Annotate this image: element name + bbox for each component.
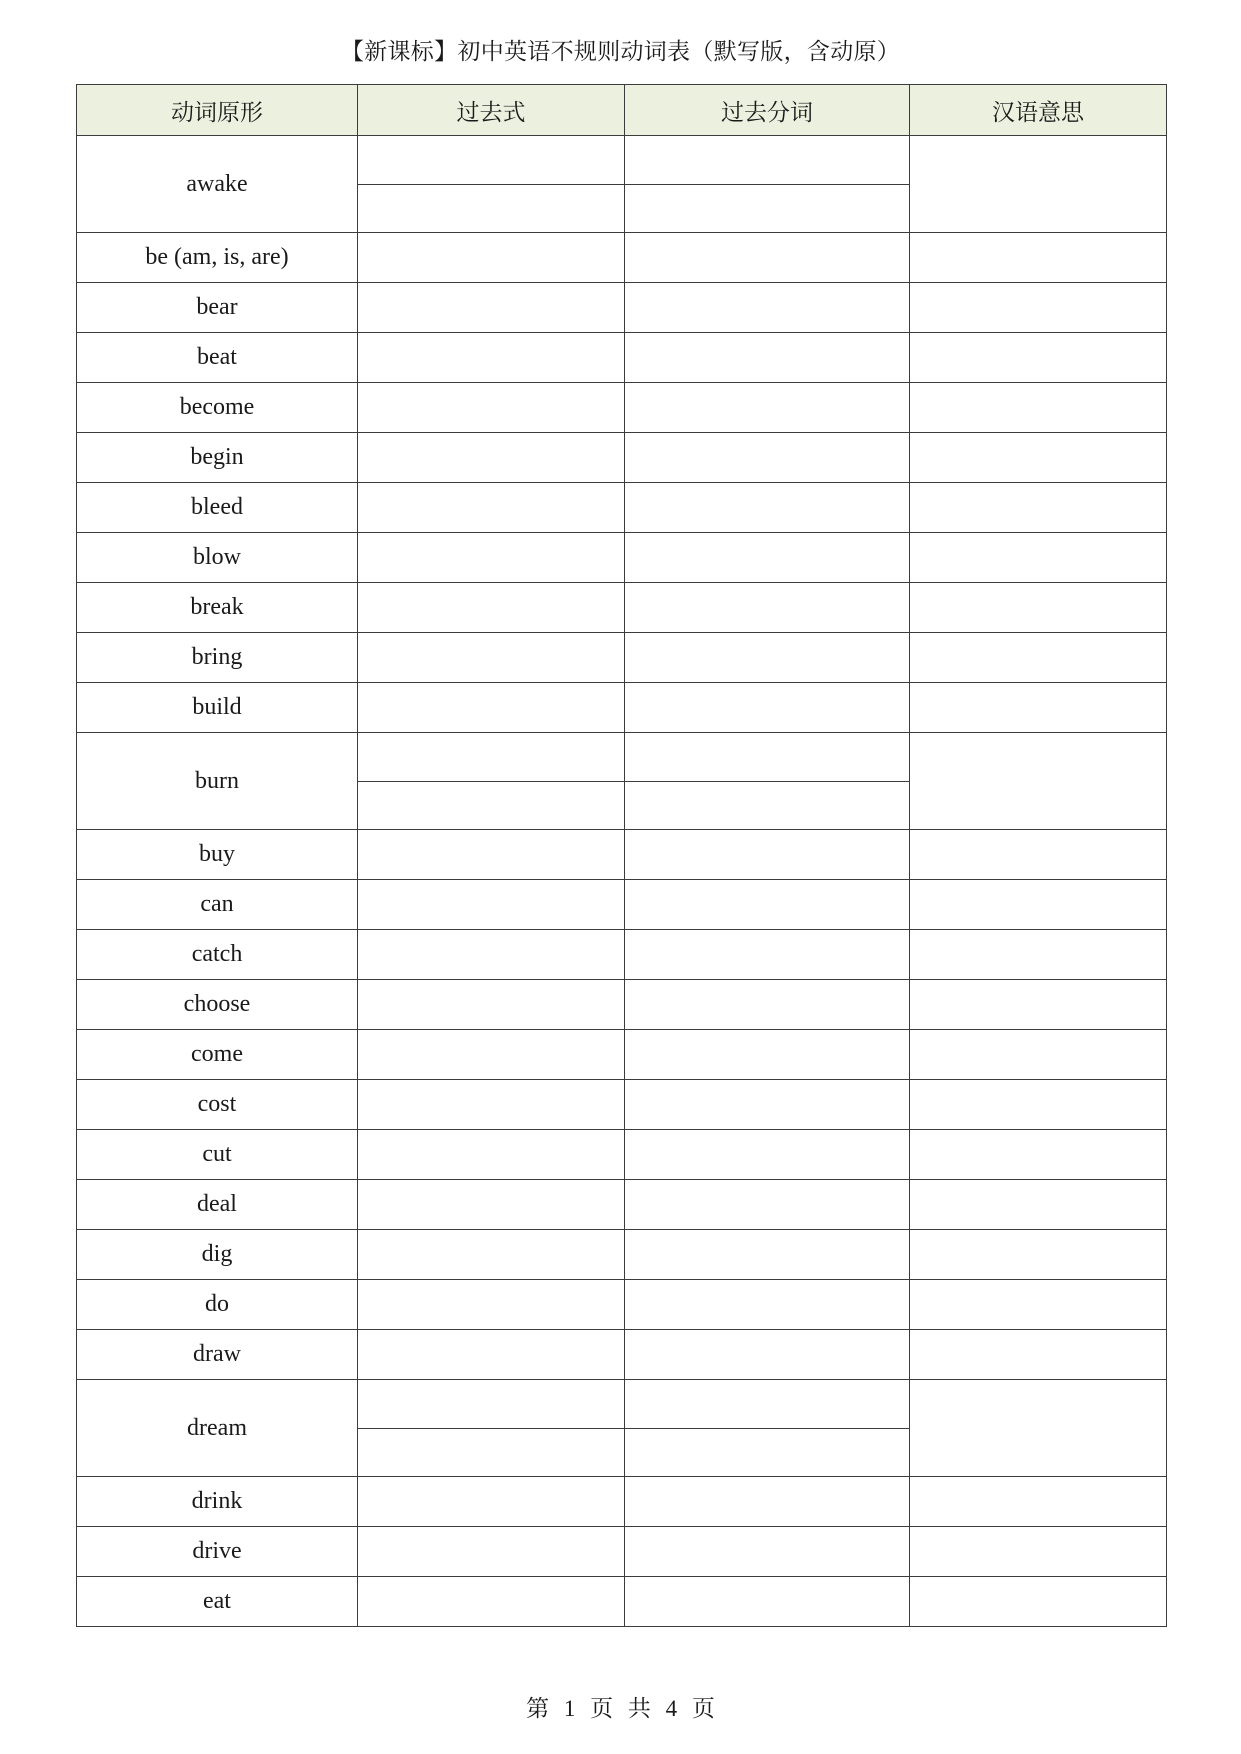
- table-row: [77, 633, 1167, 683]
- chinese-meaning-blank-cell: [910, 383, 1167, 433]
- table-row: [77, 683, 1167, 733]
- table-header: [77, 85, 1167, 136]
- verb-base-form-cell: blow: [77, 533, 358, 583]
- past-tense-blank-cell: [358, 1477, 625, 1527]
- irregular-verb-table: [76, 84, 1167, 1627]
- verb-base-form-cell: catch: [77, 930, 358, 980]
- table-row: [77, 980, 1167, 1030]
- chinese-meaning-blank-cell: [910, 1080, 1167, 1130]
- past-tense-blank-cell: [358, 1428, 625, 1477]
- verb-base-form-cell: cost: [77, 1080, 358, 1130]
- verb-base-form-cell: dig: [77, 1230, 358, 1280]
- chinese-meaning-blank-cell: [910, 1180, 1167, 1230]
- past-participle-blank-cell: [625, 283, 910, 333]
- past-tense-blank-cell: [358, 483, 625, 533]
- chinese-meaning-blank-cell: [910, 930, 1167, 980]
- verb-base-form-cell: drink: [77, 1477, 358, 1527]
- past-participle-blank-cell: [625, 483, 910, 533]
- past-participle-blank-cell: [625, 533, 910, 583]
- header-chinese-meaning: 汉语意思: [910, 85, 1167, 136]
- past-tense-blank-cell: [358, 1230, 625, 1280]
- past-tense-blank-cell: [358, 1330, 625, 1380]
- past-participle-blank-cell: [625, 333, 910, 383]
- chinese-meaning-blank-cell: [910, 1527, 1167, 1577]
- page-title: 【新课标】初中英语不规则动词表（默写版，含动原）: [340, 38, 901, 64]
- verb-base-form-cell: beat: [77, 333, 358, 383]
- chinese-meaning-blank-cell: [910, 1330, 1167, 1380]
- past-participle-blank-cell: [625, 1080, 910, 1130]
- table-row: [77, 830, 1167, 880]
- past-participle-blank-cell: [625, 433, 910, 483]
- verb-base-form-cell: buy: [77, 830, 358, 880]
- past-participle-blank-cell: [625, 184, 910, 233]
- table-row: [77, 1180, 1167, 1230]
- chinese-meaning-blank-cell: [910, 830, 1167, 880]
- verb-base-form-cell: begin: [77, 433, 358, 483]
- verb-base-form-cell: can: [77, 880, 358, 930]
- past-tense-blank-cell: [358, 980, 625, 1030]
- table-row: [77, 1130, 1167, 1180]
- past-participle-blank-cell: [625, 781, 910, 830]
- verb-base-form-cell: build: [77, 683, 358, 733]
- chinese-meaning-blank-cell: [910, 1477, 1167, 1527]
- past-tense-blank-cell: [358, 1130, 625, 1180]
- past-participle-blank-cell: [625, 880, 910, 930]
- chinese-meaning-blank-cell: [910, 136, 1167, 233]
- past-tense-blank-cell: [358, 830, 625, 880]
- past-participle-blank-cell: [625, 1380, 910, 1429]
- past-tense-blank-cell: [358, 433, 625, 483]
- past-participle-blank-cell: [625, 980, 910, 1030]
- chinese-meaning-blank-cell: [910, 333, 1167, 383]
- header-past-participle: 过去分词: [625, 85, 910, 136]
- chinese-meaning-blank-cell: [910, 583, 1167, 633]
- verb-base-form-cell: do: [77, 1280, 358, 1330]
- past-participle-blank-cell: [625, 136, 910, 185]
- table-row: [77, 483, 1167, 533]
- past-tense-blank-cell: [358, 633, 625, 683]
- table-row: [77, 1330, 1167, 1380]
- table-row: [77, 283, 1167, 333]
- page-number: 第 1 页 共 4 页: [526, 1696, 715, 1721]
- verb-base-form-cell: come: [77, 1030, 358, 1080]
- past-tense-blank-cell: [358, 283, 625, 333]
- past-tense-blank-cell: [358, 683, 625, 733]
- past-tense-blank-cell: [358, 1030, 625, 1080]
- past-participle-blank-cell: [625, 1527, 910, 1577]
- verb-base-form-cell: dream: [77, 1380, 358, 1477]
- chinese-meaning-blank-cell: [910, 1280, 1167, 1330]
- past-participle-blank-cell: [625, 1428, 910, 1477]
- verb-base-form-cell: awake: [77, 136, 358, 233]
- chinese-meaning-blank-cell: [910, 880, 1167, 930]
- past-participle-blank-cell: [625, 583, 910, 633]
- past-tense-blank-cell: [358, 136, 625, 185]
- table-row: [77, 533, 1167, 583]
- past-tense-blank-cell: [358, 184, 625, 233]
- table-row: [77, 1477, 1167, 1527]
- table-row: [77, 433, 1167, 483]
- table-row: [77, 1577, 1167, 1627]
- past-tense-blank-cell: [358, 533, 625, 583]
- verb-base-form-cell: drive: [77, 1527, 358, 1577]
- table-row: [77, 1280, 1167, 1330]
- chinese-meaning-blank-cell: [910, 1577, 1167, 1627]
- past-participle-blank-cell: [625, 383, 910, 433]
- verb-table-body: [77, 136, 1167, 1627]
- verb-base-form-cell: be (am, is, are): [77, 233, 358, 283]
- past-tense-blank-cell: [358, 1180, 625, 1230]
- verb-base-form-cell: choose: [77, 980, 358, 1030]
- verb-base-form-cell: break: [77, 583, 358, 633]
- verb-base-form-cell: bleed: [77, 483, 358, 533]
- verb-base-form-cell: eat: [77, 1577, 358, 1627]
- header-past-tense: 过去式: [358, 85, 625, 136]
- header-row: [77, 85, 1167, 136]
- past-tense-blank-cell: [358, 1577, 625, 1627]
- table-row: [77, 733, 1167, 782]
- chinese-meaning-blank-cell: [910, 1030, 1167, 1080]
- chinese-meaning-blank-cell: [910, 733, 1167, 830]
- past-participle-blank-cell: [625, 733, 910, 782]
- chinese-meaning-blank-cell: [910, 433, 1167, 483]
- chinese-meaning-blank-cell: [910, 533, 1167, 583]
- past-participle-blank-cell: [625, 1577, 910, 1627]
- table-row: [77, 1030, 1167, 1080]
- past-participle-blank-cell: [625, 633, 910, 683]
- table-row: [77, 930, 1167, 980]
- table-row: [77, 1527, 1167, 1577]
- header-base-form: 动词原形: [77, 85, 358, 136]
- chinese-meaning-blank-cell: [910, 283, 1167, 333]
- verb-base-form-cell: burn: [77, 733, 358, 830]
- table-row: [77, 136, 1167, 185]
- verb-base-form-cell: become: [77, 383, 358, 433]
- past-tense-blank-cell: [358, 1080, 625, 1130]
- past-tense-blank-cell: [358, 781, 625, 830]
- chinese-meaning-blank-cell: [910, 980, 1167, 1030]
- past-tense-blank-cell: [358, 1380, 625, 1429]
- past-participle-blank-cell: [625, 233, 910, 283]
- past-participle-blank-cell: [625, 830, 910, 880]
- table-row: [77, 1230, 1167, 1280]
- table-row: [77, 233, 1167, 283]
- past-tense-blank-cell: [358, 583, 625, 633]
- past-participle-blank-cell: [625, 1180, 910, 1230]
- past-tense-blank-cell: [358, 333, 625, 383]
- table-row: [77, 583, 1167, 633]
- past-participle-blank-cell: [625, 1230, 910, 1280]
- past-tense-blank-cell: [358, 880, 625, 930]
- table-row: [77, 1380, 1167, 1429]
- past-participle-blank-cell: [625, 683, 910, 733]
- table-row: [77, 1080, 1167, 1130]
- past-participle-blank-cell: [625, 1030, 910, 1080]
- verb-base-form-cell: cut: [77, 1130, 358, 1180]
- table-row: [77, 333, 1167, 383]
- past-participle-blank-cell: [625, 1477, 910, 1527]
- past-tense-blank-cell: [358, 1280, 625, 1330]
- chinese-meaning-blank-cell: [910, 1130, 1167, 1180]
- past-participle-blank-cell: [625, 1130, 910, 1180]
- table-row: [77, 383, 1167, 433]
- past-tense-blank-cell: [358, 733, 625, 782]
- chinese-meaning-blank-cell: [910, 483, 1167, 533]
- verb-base-form-cell: bear: [77, 283, 358, 333]
- past-tense-blank-cell: [358, 1527, 625, 1577]
- past-tense-blank-cell: [358, 383, 625, 433]
- verb-base-form-cell: draw: [77, 1330, 358, 1380]
- table-row: [77, 880, 1167, 930]
- chinese-meaning-blank-cell: [910, 1380, 1167, 1477]
- chinese-meaning-blank-cell: [910, 683, 1167, 733]
- past-participle-blank-cell: [625, 1280, 910, 1330]
- past-participle-blank-cell: [625, 1330, 910, 1380]
- chinese-meaning-blank-cell: [910, 233, 1167, 283]
- past-tense-blank-cell: [358, 930, 625, 980]
- verb-base-form-cell: deal: [77, 1180, 358, 1230]
- past-participle-blank-cell: [625, 930, 910, 980]
- past-tense-blank-cell: [358, 233, 625, 283]
- verb-base-form-cell: bring: [77, 633, 358, 683]
- chinese-meaning-blank-cell: [910, 633, 1167, 683]
- chinese-meaning-blank-cell: [910, 1230, 1167, 1280]
